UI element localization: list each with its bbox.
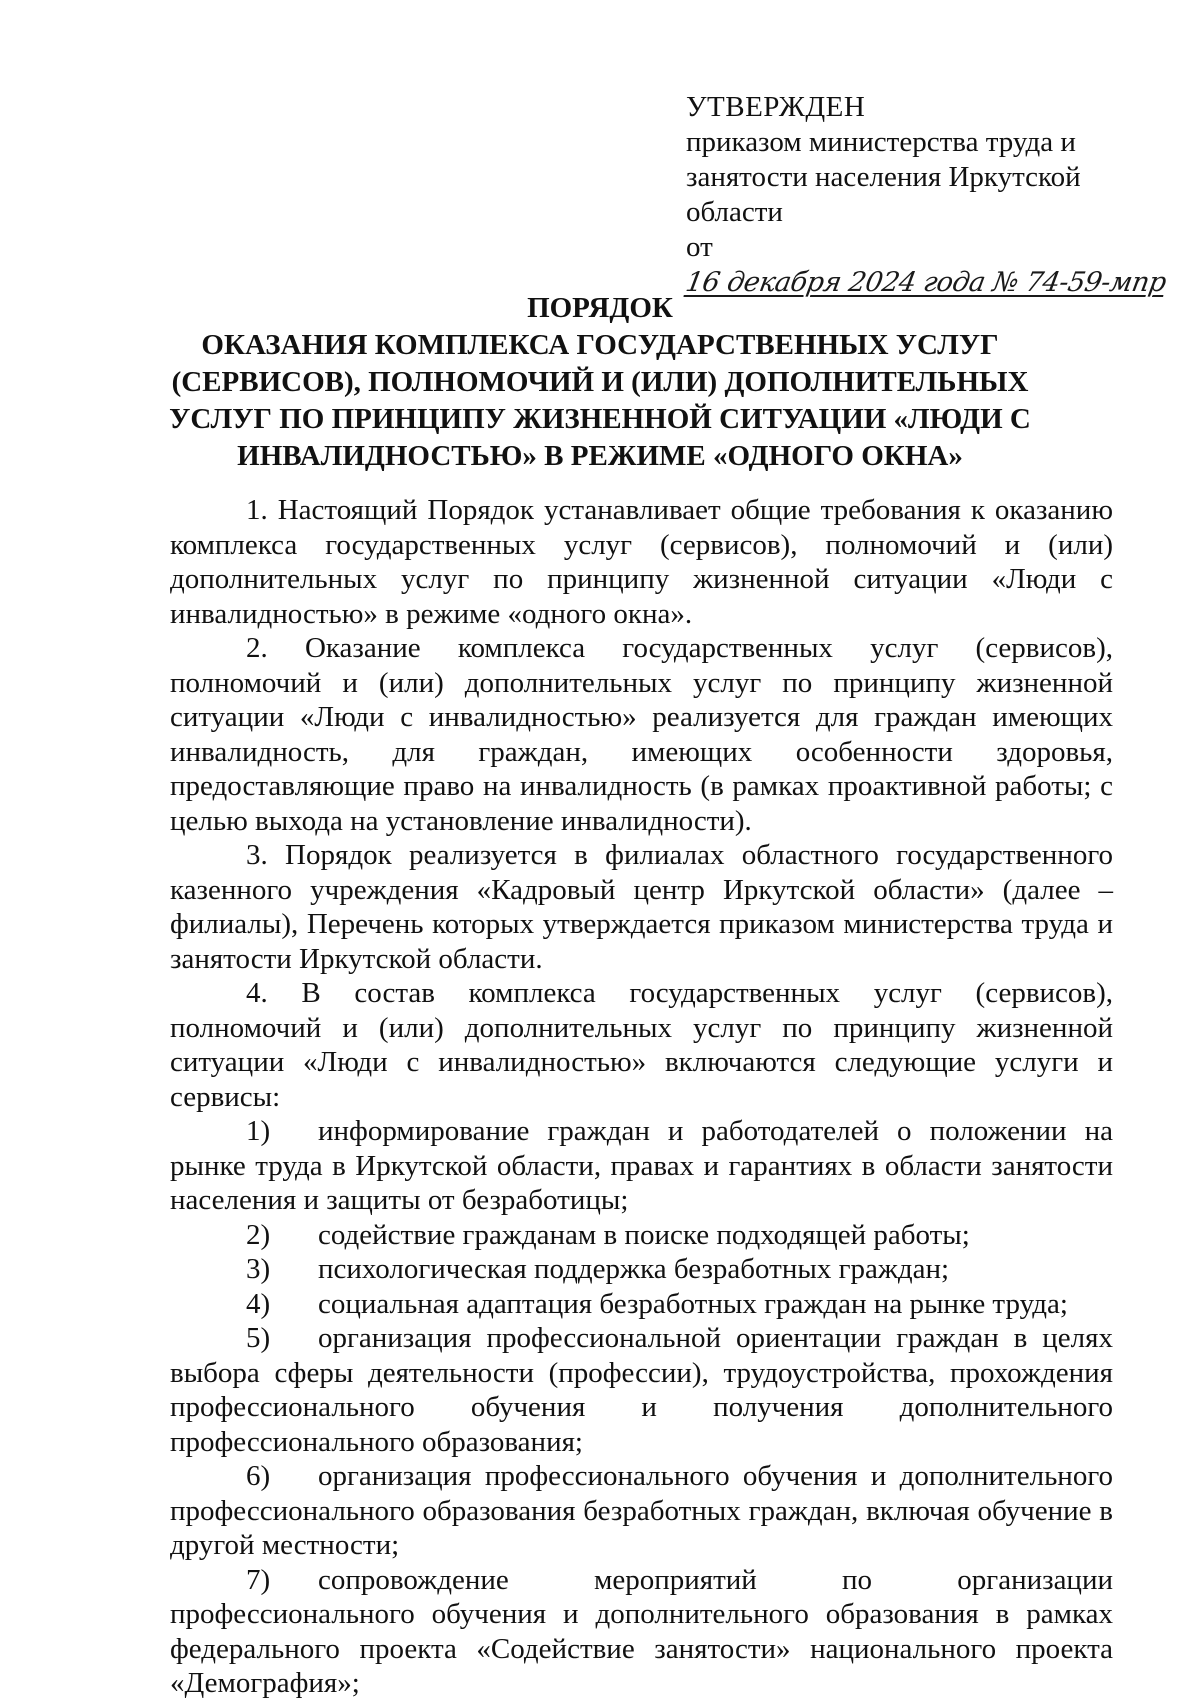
list-item [170, 1287, 1113, 1322]
list-item-text: организация профессиональной ориентации граждан в целях выбора сферы деятельности (профессии), трудоустройства, прохождения профессионального обучения и получения дополнительного профессионального образования; [170, 1322, 1113, 1458]
approval-stamp: УТВЕРЖДЕН [686, 91, 866, 123]
title-line: ИНВАЛИДНОСТЬЮ» В РЕЖИМЕ «ОДНОГО ОКНА» [237, 440, 963, 472]
list-item-number: 3) [246, 1253, 271, 1285]
list-item [170, 1459, 1113, 1563]
list-item-text: содействие гражданам в поиске подходящей работы; [318, 1218, 970, 1251]
paragraph-3: 3. Порядок реализуется в филиалах областного государственного казенного учреждения «Кадровый центр Иркутской области» (далее – филиалы), Перечень которых утверждается приказом министерства труда и занятости Иркутской области. [170, 839, 1113, 975]
list-item-text: организация профессионального обучения и дополнительного профессионального образования безработных граждан, включая обучение в другой местности; [170, 1460, 1113, 1561]
title-line: (СЕРВИСОВ), ПОЛНОМОЧИЙ И (ИЛИ) ДОПОЛНИТЕЛЬНЫХ [171, 366, 1029, 398]
list-item-number: 7) [246, 1563, 271, 1596]
list-item-number: 4) [246, 1287, 271, 1320]
title-line: ОКАЗАНИЯ КОМПЛЕКСА ГОСУДАРСТВЕННЫХ УСЛУГ [201, 329, 999, 361]
title-line: ПОРЯДОК [527, 292, 673, 324]
handwritten-date: 16 декабря 2024 года № 74-59-мпр [683, 267, 1169, 298]
list-item-number: 5) [246, 1322, 271, 1354]
approval-date-line [683, 230, 1169, 298]
list-item [170, 1114, 1113, 1218]
list-item [170, 1563, 1113, 1701]
paragraph-2: 2. Оказание комплекса государственных услуг (сервисов), полномочий и (или) дополнительных услуг по принципу жизненной ситуации «Люди с инвалидностью» реализуется для граждан имеющих инвалидность, для граждан, имеющих особенности здоровья, предоставляющие право на инвалидность (в рамках проактивной работы; с целью выхода на установление инвалидности). [170, 632, 1113, 837]
paragraph-1: 1. Настоящий Порядок устанавливает общие требования к оказанию комплекса государственных услуг (сервисов), полномочий и (или) дополнительных услуг по принципу жизненной ситуации «Люди с инвалидностью» в режиме «одного окна». [170, 494, 1113, 630]
list-item [170, 1321, 1113, 1459]
document-title [150, 290, 1050, 475]
approval-line: приказом министерства труда и [686, 126, 1076, 158]
list-item-text: информирование граждан и работодателей о положении на рынке труда в Иркутской области, правах и гарантиях в области занятости населения и защиты от безработицы; [170, 1115, 1113, 1216]
list-item-number: 1) [246, 1115, 271, 1147]
list-item [170, 1218, 1113, 1253]
list-item-text: психологическая поддержка безработных граждан; [318, 1253, 950, 1285]
approval-block [683, 90, 1169, 298]
list-item-text: сопровождение мероприятий по организации профессионального обучения и дополнительного образования в рамках федерального проекта «Содействие занятости» национального проекта «Демография»; [170, 1563, 1113, 1699]
list-item-text: социальная адаптация безработных граждан на рынке труда; [318, 1287, 1068, 1320]
approval-line: области [686, 196, 783, 228]
title-line: УСЛУГ ПО ПРИНЦИПУ ЖИЗНЕННОЙ СИТУАЦИИ «ЛЮДИ С [169, 403, 1031, 435]
list-item-number: 6) [246, 1460, 271, 1492]
date-prefix: от [686, 231, 713, 263]
approval-line: занятости населения Иркутской [686, 161, 1081, 193]
document-body [170, 493, 1113, 1701]
list-item-number: 2) [246, 1218, 271, 1251]
paragraph-4: 4. В состав комплекса государственных услуг (сервисов), полномочий и (или) дополнительных услуг по принципу жизненной ситуации «Люди с инвалидностью» включаются следующие услуги и сервисы: [170, 977, 1113, 1113]
list-item [170, 1252, 1113, 1287]
